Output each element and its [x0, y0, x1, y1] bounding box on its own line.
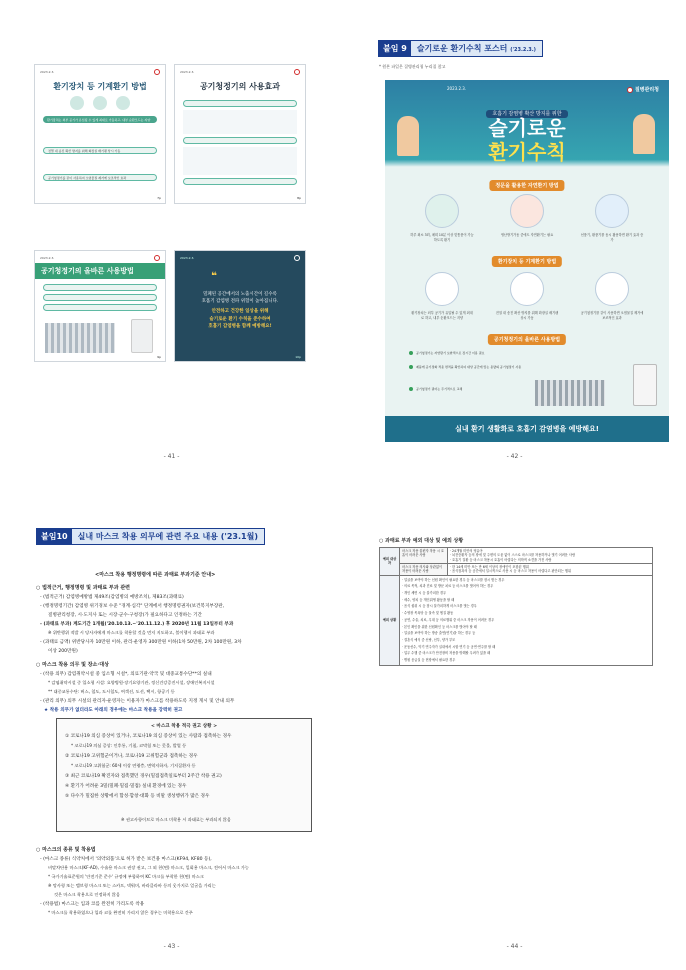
- slide-point: 공기청정기를 같이 사용하여 오염물질 제거에 보조적인 효과: [43, 174, 157, 181]
- page-number: - 43 -: [163, 943, 180, 950]
- slide-page-num: 7p: [157, 196, 161, 200]
- ventilation-icon-row: [65, 96, 135, 112]
- poster-subtitle: 호흡기 감염병 확산 방지를 위한: [486, 110, 567, 118]
- slide-point: 전열 내 송진 확산 방지를 위해 화장실 배기팬 상시 가동: [43, 147, 157, 154]
- box-line: * 코로나19 고위험군: 60세 이상 연령층, 면역저하자, 기저질환자 등: [71, 763, 196, 768]
- slide-point: 환기장치는 외부 공기가 유입될 수 있게 최대로 가동하고, 내부 순환모드는 지양: [43, 116, 157, 123]
- table-cell: · 한 14세 미만 또는 만 6세 이상의 장애인이 포함된 행위 · 음식점과의 등 공간에서 일시적으로 사용 시 등 마스크 착용이 어렵다고 판단되는 행위: [448, 563, 653, 575]
- page-number: - 42 -: [506, 453, 523, 460]
- ventilation-poster: [385, 80, 669, 442]
- quote-line: 밀폐된 공간에서의 노출시간이 길수록: [203, 292, 277, 297]
- recommendation-box: [56, 718, 312, 832]
- doc-line: - (과태료 부과) 계도기간 1개월('20.10.13.~'20.11.12.) 후 2020년 11월 13일부터 부과: [40, 622, 234, 627]
- slide-mechanical-ventilation: [34, 64, 166, 204]
- attachment-title: 슬기로운 환기수칙 포스터: [416, 44, 508, 53]
- doc-line: 질병관리청장, 시·도지사 또는 시장·군수·구청장)가 필요하다고 인정하는 기간: [48, 613, 202, 618]
- slide-date: 2023.2.3.: [40, 70, 55, 74]
- doc-line: ※ 위반행위 적발 시 당사자에게 마스크를 착용할 것을 먼저 지도하고, 불이행시 과태료 부과: [48, 630, 215, 635]
- section-heading: ○ 과태료 부과 예외 대상 및 예외 상황: [379, 538, 464, 544]
- slide-date: 2023.2.3.: [40, 256, 55, 260]
- table-row: [380, 575, 653, 665]
- page-number: - 41 -: [163, 453, 180, 460]
- page-43: [0, 485, 343, 970]
- section-purifier: 공기청정기의 올바른 사용방법: [488, 334, 566, 345]
- filter-illustration: [535, 380, 605, 406]
- poster-title-2: 환기수칙: [488, 140, 566, 164]
- doc-line: * 마스크를 착용하였으나 입과 코를 완전히 가리지 않은 경우는 미착용으로 간주: [48, 910, 193, 915]
- table-cell: · 24개월 미만의 영유아 · 뇌전증환자 등의 장애 및 주변의 도움 없이 스스로 마스크를 착용하거나 벗기 어려운 사람 · 호흡기 질환 등 마스크 착용시 호흡이 어렵다는 의학적 소견을 가진 사람: [448, 548, 653, 564]
- section-heading: ○ 마스크의 종류 및 착용법: [36, 847, 96, 853]
- quote-line: 안전하고 건강한 일상을 위해: [211, 309, 269, 315]
- slide-purifier-effect: [174, 64, 306, 204]
- section-mechanical: 환기장치 등 기계환기 방법: [492, 256, 562, 267]
- quote-mark-icon: ❝: [211, 271, 217, 282]
- tip-text: 하루 최소 3회, 매회 10분 이상 맞통풍이 가능하도록 환기: [410, 233, 474, 242]
- page-41: [0, 0, 343, 485]
- tip-text: 공기청정기를 같이 사용하면 오염물질 제거에 보조적인 효과: [580, 311, 644, 320]
- poster-org: 질병관리청: [627, 86, 659, 93]
- tip-text: 냉난방기가동 중에도 자연환기는 필요: [500, 233, 554, 237]
- doc-line: ※ 망사형 또는 밸브형 마스크 또는 스카프, 넥워머, 바라클라바 등의 옷가지로 얼굴을 가리는: [48, 883, 216, 888]
- doc-line: * 감염취약시설 중 입소형 시설: 요양병원·장기요양기관, 정신건강증진시설, 장애인복지시설: [48, 680, 215, 685]
- page-44: [343, 485, 686, 970]
- quote-line: 슬기로운 환기 수칙을 준수하여: [209, 316, 271, 322]
- poster-title-1: 슬기로운: [488, 116, 566, 140]
- purifier-tip: 공기청정기 필터는 주기적으로 교체: [409, 386, 613, 392]
- doc-line: - (관리 의무) 의무 시설의 관리자·운영자는 이용자가 마스크를 착용하도록 지정 게시 및 안내 의무: [40, 699, 235, 704]
- tip-text: 선풍기, 환풍기를 동시 활용하면 환기 효과 증가: [580, 233, 644, 242]
- doc-line: - (마스크 종류) 식약처에서 '의약외품'으로 허가 받은 보건용 마스크(KF94, KF80 등),: [40, 857, 212, 862]
- fan-icon: [70, 96, 84, 110]
- box-line: ② 코로나19 고위험군이거나, 코로나19 고위험군과 접촉하는 경우: [65, 754, 198, 759]
- attachment-title: 실내 마스크 착용 의무에 관련 주요 내용: [77, 532, 218, 541]
- doc-line: - (과태료 금액) 위반당사자 10만원 이하, 관리·운영자 300만원 이하(1차 50만원, 2차 100만원, 3차: [40, 640, 242, 645]
- box-line: * 코로나19 의심 증상: 인후통, 기침, 코막힘 또는 콧물, 발열 등: [71, 743, 187, 748]
- slide-date: 2023.2.3.: [180, 256, 195, 260]
- slide-purifier-usage: [34, 250, 166, 362]
- tip-text: 전열 내 송진 확산 방지를 위해 화장실 배기팬 상시 가동: [495, 311, 559, 320]
- attachment-number: 붙임 9: [379, 41, 411, 56]
- slide-title: 공기청정기의 올바른 사용방법: [35, 263, 165, 279]
- filter-illustration: [45, 323, 115, 353]
- doc-line: - (착용 의무) 감염취약시설 중 입소형 시설*, 의료기관·약국 및 대중교통수단**의 실내: [40, 672, 212, 677]
- doc-line: - (법적근거) 감염병예방법 제49조(감염병의 예방조치), 제83조(과태료): [40, 595, 184, 600]
- check-icon: [409, 387, 413, 391]
- kdca-logo-icon: [627, 87, 633, 93]
- table-cell: 마스크 착용 불편자 착용 시 호흡이 어려운 사람: [400, 548, 448, 564]
- quote-line: 호흡기 감염병 전파 위험이 높아집니다.: [201, 299, 279, 305]
- table-row: [380, 548, 653, 564]
- table-row: [380, 563, 653, 575]
- slide-title: 공기청정기의 사용효과: [199, 82, 281, 91]
- row-label: 예외 대상자: [380, 548, 400, 576]
- poster-date: 2023.2.3.: [447, 86, 467, 91]
- check-icon: [409, 365, 413, 369]
- box-line: ① 코로나19 의심 증상이 있거나, 코로나19 의심 증상이 있는 사람과 접촉하는 경우: [65, 734, 232, 739]
- purifier-icon: [131, 319, 153, 353]
- window-icon: [425, 194, 459, 228]
- purifier-icon: [595, 272, 629, 306]
- exhaust-fan-icon: [510, 272, 544, 306]
- attachment-date: ('23.2.3.): [510, 47, 536, 53]
- thermometer-icon: [510, 194, 544, 228]
- box-line: ④ 환기가 어려운 3밀(밀폐·밀집·밀접) 실내 환경에 있는 경우: [65, 784, 187, 789]
- doc-line: ★ 착용 의무가 없더라도 아래의 경우에는 마스크 착용을 강력히 권고: [44, 708, 183, 713]
- purifier-tip: 제품에 공기정화 적용 면적을 확인하여 대상 공간에 맞는 용량의 공기청정기 사용: [409, 364, 613, 370]
- doc-line: ** 대중교통수단: 버스, 철도, 도시철도, 여객선, 도선, 택시, 항공기 등: [48, 689, 175, 694]
- kdca-logo-icon: [294, 69, 300, 75]
- kdca-logo-icon: [154, 255, 160, 261]
- box-title: < 마스크 착용 적극 권고 상황 >: [150, 724, 218, 729]
- section-heading: ○ 마스크 착용 의무 및 장소·대상: [36, 662, 109, 668]
- duct-icon: [93, 96, 107, 110]
- page-number: - 44 -: [506, 943, 523, 950]
- purifier-illustration: [183, 147, 297, 175]
- slide-closing-message: [174, 250, 306, 362]
- tip-text: 환기장치는 외부 공기가 유입될 수 있게 최대로 하고, 내부 순환모드는 지양: [411, 311, 473, 320]
- attachment-date: ('23.1월): [220, 532, 258, 541]
- kdca-logo-icon: [294, 255, 300, 261]
- row-label: 예외 상황: [380, 575, 400, 665]
- person-illustration: [397, 116, 419, 156]
- attachment-number: 붙임10: [37, 529, 72, 544]
- doc-line: - (착용법) 마스크는 입과 코를 완전히 가리도록 착용: [40, 902, 145, 907]
- quote-line: 호흡기 감염병을 함께 예방해요!: [208, 323, 272, 329]
- purifier-icon: [116, 96, 130, 110]
- slide-page-num: 9p: [157, 355, 161, 359]
- poster-footer: 실내 환기 생활화로 호흡기 감염병을 예방해요!: [385, 416, 669, 442]
- attachment-badge: [36, 528, 265, 545]
- section-natural: 정문을 활용한 자연환기 방법: [489, 180, 564, 191]
- table-cell: 마스크 착용 의사와 상관없이 착용이 어려운 사람: [400, 563, 448, 575]
- slide-page-num: 8p: [297, 196, 301, 200]
- check-icon: [409, 351, 413, 355]
- doc-line: 이상 200만원): [48, 649, 78, 654]
- table-cell: · 얼굴을 보여야 하는 신원 확인이 필요한 경우 등 마스크를 잠시 벗는 경우 · 의료 목적, 치과 진료 및 방문 치료 등 마스크를 벗어야 하는 경우 · 개인 세면 시 등 불가피한 경우 · 세수, 양치 등 개인위생 활동을 할 때 · 음식 섭취 시 등 잠시 불가피하게 마스크를 벗는 경우 · 수영장 목욕탕 등 물속 및 찜질 활동 · 공연, 수술, 치료, 무대 등 의료행위 중 마스크 착용이 어려운 경우 · 본인 확인을 위한 신원확인 등 마스크를 벗어야 할 때 · 얼굴을 보여야 하는 방송 출연(연기)을 하는 경우 등 · 결혼식 예식 중 신랑, 신부, 양가 부모 · 운동선수, 악기 연주자가 실내에서 시합 연기 등 공연·연주를 할 때 · 업무 수행 중 마스크가 안전장비 착용을 방해할 우려가 있을 때 · 병원 응급실 등 현장에서 필요한 경우: [400, 575, 653, 665]
- purifier-illustration: [183, 110, 297, 134]
- person-illustration: [633, 114, 655, 154]
- purifier-illustration: [633, 364, 657, 406]
- kdca-logo-icon: [154, 69, 160, 75]
- exception-table: [379, 547, 653, 666]
- box-line: ③ 최근 코로나19 확진자와 접촉했던 경우(밀접접촉일로부터 2주간 착용 권고): [65, 774, 222, 779]
- fan-icon: [595, 194, 629, 228]
- attachment-badge: [378, 40, 543, 57]
- box-line: ⑤ 다수가 밀집한 상황에서 함성·합창·대화 등 비말 생성행위가 많은 경우: [65, 794, 210, 799]
- doc-line: 것은 마스크 착용으로 인정하지 않음: [54, 892, 121, 897]
- duct-icon: [425, 272, 459, 306]
- purifier-tip: 공기청정기는 자연환기 보완책으로 장시간 이용 필요: [409, 350, 613, 356]
- slide-date: 2023.2.3.: [180, 70, 195, 74]
- section-heading: ○ 법적근거, 행정명령 및 과태료 부과 관련: [36, 585, 130, 591]
- doc-line: - (행정명령기간) 감염병 위기경보 수준 "경계·심각" 단계에서 행정명령권자(보건복지부장관,: [40, 604, 225, 609]
- doc-line: 비말차단용 마스크(KF-AD), 수술용 마스크 권장 권고, 그 외 천(면) 마스크, 일회용 마스크, 전어서 마스크 가능: [48, 865, 249, 870]
- slide-title: 환기장치 등 기계환기 방법: [53, 82, 147, 91]
- box-note: ※ 권고사항이므로 마스크 미착용 시 과태료는 부과되지 않음: [121, 817, 231, 822]
- source-note: * 원본 파일은 질병관리청 누리집 참고: [379, 64, 446, 69]
- slide-page-num: 10p: [295, 355, 301, 359]
- doc-line: * 국가기술표준원의 '안전기준 준수' 규정에 부합하여 KC 마크를 부착한 천(면) 마스크: [48, 874, 204, 879]
- doc-heading: <마스크 착용 행정명령에 따른 과태료 부과기준 안내>: [95, 572, 216, 578]
